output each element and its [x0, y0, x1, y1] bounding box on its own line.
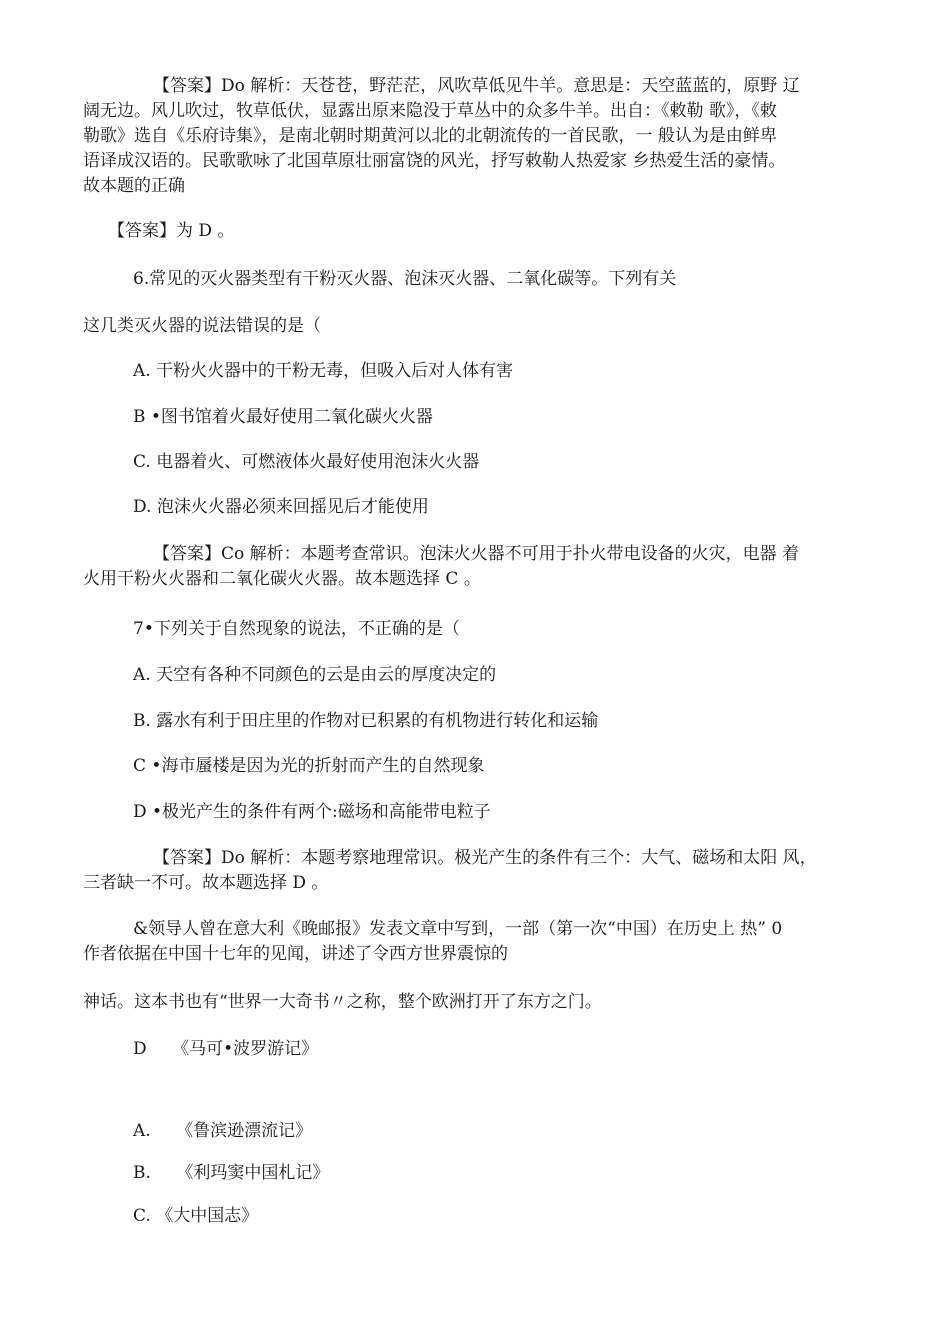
answer-5-text-line: 阔无边。风儿吹过，牧草低伏，显露出原来隐没于草丛中的众多牛羊。出自：《敕勒 歌》，《敕: [83, 101, 777, 121]
question-6-stem: 这几类灭火器的说法错误的是（: [83, 316, 321, 336]
answer-5-text-line: 语译成汉语的。民歌歌咏了北国草原壮丽富饶的风光，抒写敕勒人热爱家 乡热爱生活的豪情。: [83, 151, 786, 171]
question-7-option-b: B. 露水有利于田庄里的作物对已积累的有机物进行转化和运输: [133, 711, 599, 731]
question-7-option-a: A. 天空有各种不同颜色的云是由云的厚度决定的: [133, 665, 497, 685]
question-8-stem: &领导人曾在意大利《晚邮报》发表文章中写到，一部（第一次“中国）在历史上 热” 0: [133, 919, 783, 939]
answer-7-text-line: 三者缺一不可。故本题选择 D 。: [83, 873, 329, 893]
question-8-stem: 神话。这本书也有“世界一大奇书〃之称，整个欧洲打开了东方之门。: [83, 992, 602, 1012]
question-6-option-a: A. 干粉火火器中的干粉无毒，但吸入后对人体有害: [133, 361, 514, 381]
answer-5-text-line: 故本题的正确: [83, 176, 185, 196]
question-6-option-b: B •图书馆着火最好使用二氧化碳火火器: [133, 407, 433, 427]
question-8-option-c: C. 《大中国志》: [133, 1206, 259, 1226]
answer-5-conclusion: 【答案】为 D 。: [108, 221, 235, 241]
answer-6-text-line: 火用干粉火火器和二氧化碳火火器。故本题选择 C 。: [83, 569, 481, 589]
question-7-stem: 7•下列关于自然现象的说法，不正确的是（: [133, 619, 460, 639]
answer-7-text-line: 【答案】Do 解析：本题考察地理常识。极光产生的条件有三个：大气、磁场和太阳 风，: [153, 848, 817, 868]
answer-5-text-line: 【答案】Do 解析：天苍苍，野茫茫，风吹草低见牛羊。意思是：天空蓝蓝的，原野 辽: [153, 76, 800, 96]
answer-5-text-line: 勒歌》选自《乐府诗集》，是南北朝时期黄河以北的北朝流传的一首民歌，一 般认为是由鲜卑: [83, 126, 777, 146]
question-8-option-b: B. 《利玛窦中国札记》: [133, 1163, 330, 1183]
question-6-stem: 6.常见的灭火器类型有干粉灭火器、泡沫灭火器、二氧化碳等。下列有关: [133, 269, 677, 289]
question-8-option-a: A. 《鲁滨逊漂流记》: [133, 1121, 313, 1141]
question-6-option-c: C. 电器着火、可燃液体火最好使用泡沫火火器: [133, 452, 480, 472]
question-7-option-d: D •极光产生的条件有两个:磁场和高能带电粒子: [133, 802, 491, 822]
question-7-option-c: C •海市蜃楼是因为光的折射而产生的自然现象: [133, 756, 485, 776]
question-6-option-d: D. 泡沫火火器必须来回摇见后才能使用: [133, 497, 429, 517]
question-8-option-d: D 《马可•波罗游记》: [133, 1039, 319, 1059]
answer-6-text-line: 【答案】Co 解析：本题考查常识。泡沫火火器不可用于扑火带电设备的火灾，电器 着: [153, 544, 800, 564]
question-8-stem: 作者依据在中国十七年的见闻，讲述了令西方世界震惊的: [83, 944, 508, 964]
